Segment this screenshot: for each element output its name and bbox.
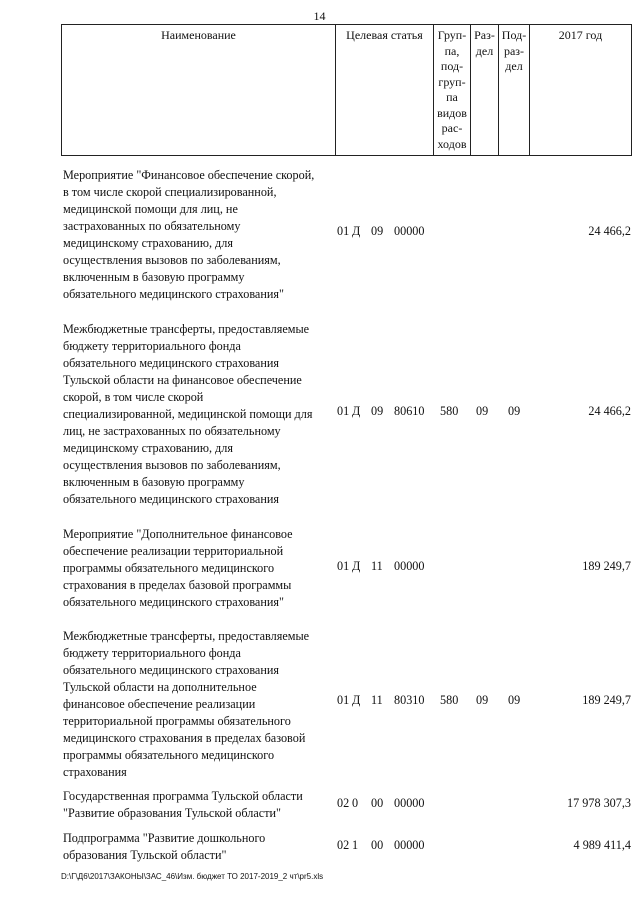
row-name-line: лиц, не застрахованных по обязательному (63, 424, 281, 438)
row-event-number: 00 (371, 838, 384, 852)
row-subprogram-letter: 0 (352, 796, 359, 810)
row-name-line: медицинскому страхованию, для (63, 441, 233, 455)
row-name (63, 321, 335, 508)
row-direction-code: 00000 (394, 796, 425, 810)
header-group-line: груп- (438, 74, 466, 89)
row-podrazdel: 09 (508, 693, 521, 707)
row-name-line: застрахованных по обязательному (63, 219, 241, 233)
header-group-line: видов (437, 105, 467, 120)
row-name-line: Мероприятие "Дополнительное финансовое (63, 527, 293, 541)
row-name-line: Государственная программа Тульской области (63, 789, 303, 803)
header-group-line: Груп- (437, 28, 467, 42)
header-group-line: па, (444, 43, 460, 58)
row-amount: 24 466,2 (588, 404, 631, 418)
header-podrazdel-line: раз- (503, 43, 525, 58)
row-program-code: 01 (337, 404, 350, 418)
row-name-line: включенным в базовую программу (63, 270, 245, 284)
row-name-line: скорой, в том числе скорой (63, 390, 204, 404)
row-podrazdel: 09 (508, 404, 521, 418)
row-program-code: 02 (337, 796, 350, 810)
row-name-line: страхования (63, 765, 127, 779)
row-name-line: медицинской помощи для лиц, не (63, 202, 238, 216)
row-name-line: обязательного медицинского страхования (63, 356, 279, 370)
row-amount: 189 249,7 (582, 559, 631, 573)
row-name-line: включенным в базовую программу (63, 475, 245, 489)
row-name-line: Межбюджетные трансферты, предоставляемые (63, 629, 310, 643)
row-name-line: обязательного медицинского страхования" (63, 287, 284, 301)
row-direction-code: 80610 (394, 404, 425, 418)
row-event-number: 11 (371, 693, 383, 707)
header-name: Наименование (62, 25, 336, 155)
row-name (63, 788, 335, 822)
row-expense-group: 580 (440, 693, 459, 707)
row-name (63, 830, 335, 864)
row-subprogram-letter: Д (352, 224, 361, 238)
row-program-code: 01 (337, 559, 350, 573)
row-event-number: 09 (371, 404, 384, 418)
table-header (61, 24, 632, 156)
row-name-line: бюджету территориального фонда (63, 646, 241, 660)
row-name-line: Тульской области на дополнительное (63, 680, 257, 694)
row-event-number: 09 (371, 224, 384, 238)
row-subprogram-letter: Д (352, 559, 361, 573)
file-path-footer: D:\Г\Д6\2017\ЗАКОНЫ\ЗАС_46\Изм. бюджет ТО 2017-2019_2 чт\pr5.xls (61, 872, 324, 881)
row-program-code: 02 (337, 838, 350, 852)
row-razdel: 09 (476, 404, 489, 418)
row-subprogram-letter: 1 (352, 838, 359, 852)
header-razdel (471, 25, 499, 155)
row-name-line: осуществления вызовов по заболеваниям, (63, 253, 281, 267)
row-subprogram-letter: Д (352, 693, 361, 707)
row-name-line: медицинскому страхованию, для (63, 236, 233, 250)
row-amount: 189 249,7 (582, 693, 631, 707)
row-name (63, 628, 335, 781)
row-name-line: Межбюджетные трансферты, предоставляемые (63, 322, 310, 336)
row-name-line: обязательного медицинского страхования (63, 492, 279, 506)
row-event-number: 11 (371, 559, 383, 573)
row-subprogram-letter: Д (352, 404, 361, 418)
row-name-line: программы обязательного медицинского (63, 748, 275, 762)
row-name-line: программы обязательного медицинского (63, 561, 275, 575)
row-name-line: специализированной, медицинской помощи для (63, 407, 313, 421)
row-expense-group: 580 (440, 404, 459, 418)
row-amount: 17 978 307,3 (567, 796, 631, 810)
row-amount: 4 989 411,4 (573, 838, 631, 852)
row-name-line: осуществления вызовов по заболеваниям, (63, 458, 281, 472)
header-target-article: Целевая статья (336, 25, 434, 155)
header-year: 2017 год (558, 28, 603, 42)
row-name-line: Мероприятие "Финансовое обеспечение скорой, (63, 168, 315, 182)
row-name-line: Подпрограмма "Развитие дошкольного (63, 831, 266, 845)
row-direction-code: 00000 (394, 559, 425, 573)
header-podrazdel (499, 25, 530, 155)
row-event-number: 00 (371, 796, 384, 810)
header-podrazdel-line: дел (505, 59, 523, 73)
row-name (63, 167, 335, 303)
row-name-line: бюджету территориального фонда (63, 339, 241, 353)
row-name-line: медицинского страхования в пределах базовой (63, 731, 306, 745)
row-name-line: образования Тульской области" (63, 848, 227, 862)
row-program-code: 01 (337, 224, 350, 238)
row-direction-code: 80310 (394, 693, 425, 707)
header-group-line: ходов (437, 136, 467, 151)
row-program-code: 01 (337, 693, 350, 707)
row-direction-code: 00000 (394, 224, 425, 238)
header-razdel-line: дел (475, 43, 494, 58)
row-name-line: финансовое обеспечение реализации (63, 697, 256, 711)
row-name-line: в том числе скорой специализированной, (63, 185, 277, 199)
row-amount: 24 466,2 (588, 224, 631, 238)
row-name-line: обязательного медицинского страхования" (63, 595, 284, 609)
row-name-line: страхования в пределах базовой программы (63, 578, 292, 592)
row-name-line: обязательного медицинского страхования (63, 663, 279, 677)
header-podrazdel-line: Под- (501, 28, 527, 42)
row-name-line: "Развитие образования Тульской области" (63, 806, 282, 820)
row-razdel: 09 (476, 693, 489, 707)
header-group-line: рас- (441, 121, 463, 135)
row-name-line: территориальной программы обязательного (63, 714, 291, 728)
page-number: 14 (313, 9, 326, 23)
row-name (63, 526, 335, 611)
row-name-line: обеспечение реализации территориальной (63, 544, 284, 558)
row-name-line: Тульской области на финансовое обеспечение (63, 373, 302, 387)
header-razdel-line: Раз- (474, 28, 495, 42)
header-expense-group (434, 25, 471, 155)
header-group-line: под- (440, 59, 464, 73)
row-direction-code: 00000 (394, 838, 425, 852)
header-group-line: па (446, 90, 458, 104)
